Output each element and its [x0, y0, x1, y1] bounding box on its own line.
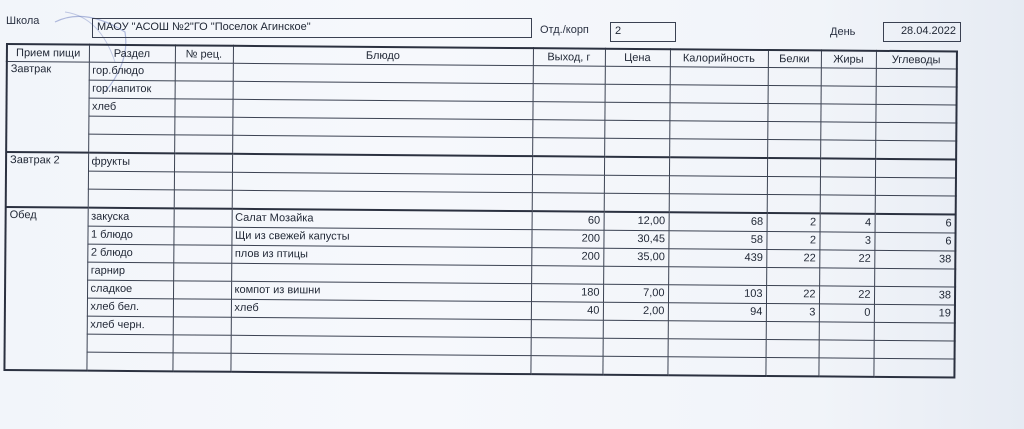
cell-output	[532, 120, 604, 139]
cell-calories	[670, 85, 768, 104]
cell-output	[530, 356, 602, 375]
cell-fats	[820, 122, 875, 140]
cell-calories: 94	[668, 303, 766, 322]
cell-fats	[818, 358, 873, 377]
cell-output	[532, 156, 604, 175]
column-header: Раздел	[89, 45, 175, 63]
dept-field: 2	[610, 22, 676, 42]
cell-output	[532, 138, 604, 157]
cell-recipe	[175, 81, 233, 99]
column-header: Блюдо	[233, 46, 533, 66]
column-header: Прием пищи	[7, 44, 89, 62]
cell-calories	[669, 157, 767, 176]
cell-section: хлеб бел.	[87, 298, 173, 317]
column-header: Выход, г	[533, 48, 605, 66]
cell-price	[602, 356, 667, 375]
cell-fats	[820, 140, 875, 159]
cell-calories	[668, 339, 766, 358]
cell-section: хлеб	[88, 98, 174, 117]
cell-section: хлеб черн.	[87, 316, 173, 335]
cell-calories	[669, 103, 767, 122]
cell-recipe	[174, 190, 232, 209]
cell-recipe	[173, 317, 231, 335]
cell-dish: компот из вишни	[231, 281, 531, 301]
cell-section: сладкое	[87, 280, 173, 299]
cell-dish	[231, 335, 531, 355]
cell-carbs	[876, 86, 957, 105]
cell-recipe	[173, 227, 231, 245]
cell-proteins	[766, 267, 819, 285]
column-header: Калорийность	[670, 49, 768, 67]
day-field: 28.04.2022	[883, 22, 961, 42]
cell-section	[88, 171, 174, 190]
cell-proteins	[767, 158, 820, 177]
cell-price	[604, 157, 669, 176]
cell-fats: 22	[819, 286, 874, 304]
column-header: Углеводы	[876, 51, 957, 69]
school-field: МАОУ "АСОШ №2"ГО "Поселок Агинское"	[92, 18, 532, 38]
cell-fats	[819, 340, 874, 358]
cell-calories: 103	[668, 285, 766, 304]
cell-price	[604, 120, 669, 139]
cell-section: 1 блюдо	[87, 226, 173, 245]
cell-carbs	[874, 322, 955, 341]
cell-dish	[232, 190, 532, 211]
cell-carbs: 38	[874, 286, 955, 305]
column-header: Цена	[605, 49, 670, 67]
cell-proteins: 2	[767, 213, 820, 232]
cell-carbs	[873, 358, 954, 377]
cell-dish: хлеб	[231, 299, 531, 319]
cell-fats	[820, 158, 875, 177]
cell-proteins	[766, 339, 819, 357]
cell-dish	[231, 263, 531, 283]
cell-section: 2 блюдо	[87, 244, 173, 263]
cell-fats	[819, 268, 874, 286]
cell-fats: 4	[820, 213, 875, 232]
cell-dish: Щи из свежей капусты	[231, 227, 531, 247]
cell-recipe	[174, 135, 232, 154]
cell-calories	[667, 357, 765, 376]
cell-output	[531, 338, 603, 357]
cell-section: гор.напиток	[89, 80, 175, 99]
cell-proteins	[767, 121, 820, 139]
meal-name: Обед	[4, 207, 87, 371]
cell-output: 60	[532, 211, 604, 230]
cell-recipe	[173, 299, 231, 317]
cell-output: 200	[531, 230, 603, 249]
cell-dish	[231, 317, 531, 337]
cell-section	[88, 189, 174, 208]
cell-output	[531, 320, 603, 339]
cell-price	[603, 266, 668, 285]
cell-price	[603, 320, 668, 339]
cell-price	[605, 66, 670, 85]
cell-calories	[668, 267, 766, 286]
cell-recipe	[174, 99, 232, 117]
cell-price	[604, 193, 669, 212]
cell-calories	[670, 67, 768, 86]
cell-proteins	[768, 67, 821, 85]
cell-recipe	[174, 172, 232, 190]
cell-proteins	[765, 357, 818, 376]
cell-dish: плов из птицы	[231, 245, 531, 265]
cell-fats	[819, 322, 874, 340]
cell-price: 35,00	[603, 248, 668, 267]
cell-carbs	[875, 104, 956, 123]
cell-price: 12,00	[604, 212, 669, 231]
cell-calories: 58	[668, 231, 766, 250]
meal-name: Завтрак	[6, 62, 89, 153]
cell-price	[604, 102, 669, 121]
cell-output: 200	[531, 248, 603, 267]
cell-section: фрукты	[88, 153, 174, 172]
cell-carbs	[875, 195, 956, 214]
cell-dish	[233, 81, 533, 101]
cell-dish	[233, 63, 533, 83]
cell-recipe	[174, 117, 232, 135]
cell-calories	[669, 121, 767, 140]
cell-output: 180	[531, 284, 603, 303]
cell-price	[603, 338, 668, 357]
cell-fats: 0	[819, 304, 874, 322]
cell-fats	[820, 195, 875, 214]
cell-proteins	[767, 139, 820, 158]
dept-label: Отд./корп	[540, 24, 589, 36]
cell-section	[86, 352, 172, 371]
cell-section	[88, 116, 174, 135]
cell-price	[604, 138, 669, 157]
cell-proteins: 3	[766, 303, 819, 321]
cell-output	[532, 102, 604, 121]
menu-body	[4, 62, 956, 378]
cell-recipe	[173, 281, 231, 299]
cell-carbs: 19	[874, 304, 955, 323]
cell-price: 2,00	[603, 302, 668, 321]
column-header: Белки	[768, 50, 821, 68]
cell-output	[533, 84, 605, 103]
cell-output	[532, 175, 604, 194]
cell-calories: 439	[668, 249, 766, 268]
cell-proteins: 2	[766, 231, 819, 249]
cell-carbs: 6	[874, 232, 955, 251]
cell-carbs: 38	[874, 250, 955, 269]
cell-calories	[669, 194, 767, 213]
cell-fats: 22	[819, 250, 874, 268]
day-label: День	[830, 26, 856, 38]
cell-fats	[820, 104, 875, 122]
cell-price	[605, 84, 670, 103]
cell-recipe	[174, 153, 232, 172]
cell-dish	[232, 154, 532, 175]
cell-carbs	[875, 159, 956, 178]
cell-carbs	[875, 177, 956, 196]
cell-proteins	[768, 85, 821, 103]
cell-carbs	[876, 68, 957, 87]
meal-name: Завтрак 2	[6, 152, 88, 208]
cell-recipe	[173, 245, 231, 263]
cell-output	[531, 266, 603, 285]
menu-table	[3, 43, 958, 378]
cell-section	[87, 334, 173, 353]
cell-proteins	[767, 103, 820, 121]
cell-fats: 3	[819, 232, 874, 250]
cell-price: 7,00	[603, 284, 668, 303]
cell-dish	[232, 117, 532, 137]
cell-recipe	[173, 335, 231, 353]
cell-price: 30,45	[603, 230, 668, 249]
cell-carbs	[875, 140, 956, 159]
cell-recipe	[174, 208, 232, 227]
school-label: Школа	[6, 15, 40, 27]
cell-dish	[232, 99, 532, 119]
cell-proteins	[767, 176, 820, 194]
cell-dish: Салат Мозайка	[232, 209, 532, 230]
cell-proteins: 22	[766, 249, 819, 267]
cell-proteins: 22	[766, 285, 819, 303]
cell-dish	[232, 172, 532, 192]
cell-calories	[669, 176, 767, 195]
cell-carbs	[874, 340, 955, 359]
column-header: Жиры	[821, 50, 876, 68]
cell-fats	[821, 68, 876, 86]
cell-calories	[668, 321, 766, 340]
cell-calories	[669, 139, 767, 158]
cell-section: закуска	[88, 208, 174, 227]
cell-section: гарнир	[87, 262, 173, 281]
cell-section: гор.блюдо	[89, 62, 175, 81]
column-header: № рец.	[175, 45, 233, 63]
cell-carbs: 6	[875, 214, 956, 233]
cell-calories: 68	[669, 212, 767, 231]
cell-dish	[230, 353, 530, 374]
cell-proteins	[767, 194, 820, 213]
cell-carbs	[875, 122, 956, 141]
cell-output	[533, 66, 605, 85]
cell-carbs	[874, 268, 955, 287]
cell-fats	[821, 86, 876, 104]
cell-price	[604, 175, 669, 194]
cell-fats	[820, 177, 875, 195]
cell-recipe	[172, 353, 230, 372]
cell-recipe	[175, 63, 233, 81]
cell-output	[532, 193, 604, 212]
cell-recipe	[173, 263, 231, 281]
cell-section	[88, 134, 174, 153]
cell-output: 40	[531, 302, 603, 321]
cell-proteins	[766, 321, 819, 339]
cell-dish	[232, 135, 532, 156]
